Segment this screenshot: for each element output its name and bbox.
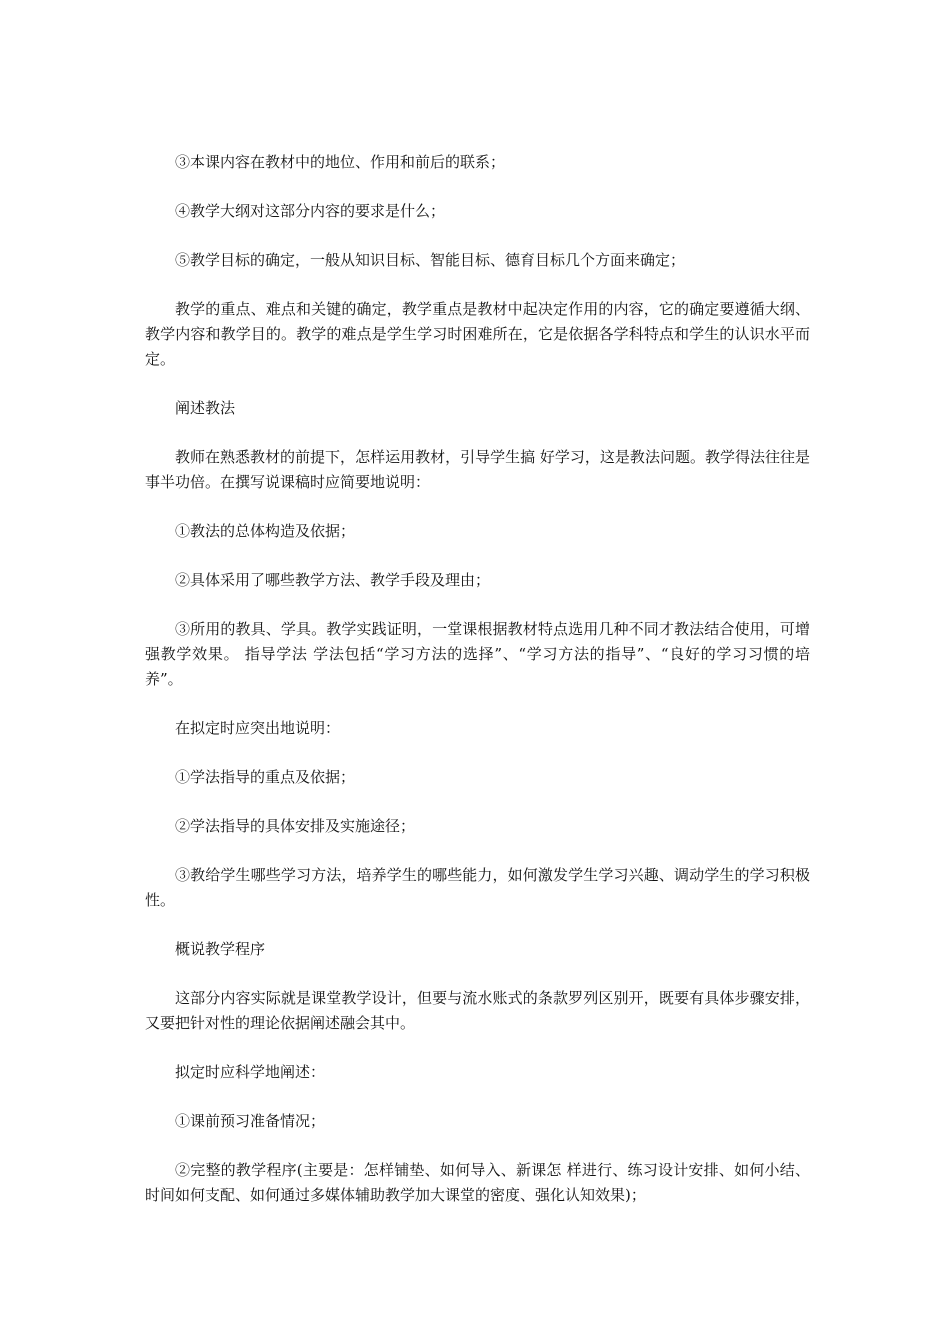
paragraph-procedure-intro: 这部分内容实际就是课堂教学设计，但要与流水账式的条款罗列区别开，既要有具体步骤安排，又要把针对性的理论依据阐述融会其中。 — [145, 989, 810, 1032]
paragraph-procedure-item-1: ①课前预习准备情况； — [175, 1112, 326, 1130]
paragraph-learning-item-2: ②学法指导的具体安排及实施途径； — [175, 817, 416, 835]
paragraph-item-3: ③本课内容在教材中的地位、作用和前后的联系； — [175, 153, 506, 171]
paragraph-learning-method-intro: 在拟定时应突出地说明： — [175, 719, 341, 737]
paragraph-method-item-2: ②具体采用了哪些教学方法、教学手段及理由； — [175, 571, 491, 589]
paragraph-method-item-3: ③所用的教具、学具。教学实践证明，一堂课根据教材特点选用几种不同才教法结合使用，可增强教学效果。 指导学法 学法包括“学习方法的选择”、“学习方法的指导”、“良好的学习习惯的培养”。 — [145, 620, 810, 688]
section-heading-teaching-procedure: 概说教学程序 — [175, 940, 266, 958]
paragraph-key-points: 教学的重点、难点和关键的确定，教学重点是教材中起决定作用的内容，它的确定要遵循大纲、教学内容和教学目的。教学的难点是学生学习时困难所在，它是依据各学科特点和学生的认识水平而定。 — [145, 300, 810, 368]
paragraph-procedure-lead: 拟定时应科学地阐述： — [175, 1063, 326, 1081]
paragraph-procedure-item-2: ②完整的教学程序(主要是：怎样铺垫、如何导入、新课怎 样进行、练习设计安排、如何小结、时间如何支配、如何通过多媒体辅助教学加大课堂的密度、强化认知效果)； — [145, 1161, 810, 1204]
paragraph-method-item-1: ①教法的总体构造及依据； — [175, 522, 356, 540]
section-heading-teaching-method: 阐述教法 — [175, 399, 236, 417]
paragraph-learning-item-1: ①学法指导的重点及依据； — [175, 768, 356, 786]
paragraph-learning-item-3: ③教给学生哪些学习方法，培养学生的哪些能力，如何激发学生学习兴趣、调动学生的学习积极性。 — [145, 866, 810, 909]
paragraph-teaching-method-intro: 教师在熟悉教材的前提下，怎样运用教材，引导学生搞 好学习，这是教法问题。教学得法往往是事半功倍。在撰写说课稿时应简要地说明： — [145, 448, 810, 491]
paragraph-item-5: ⑤教学目标的确定，一般从知识目标、智能目标、德育目标几个方面来确定； — [175, 251, 686, 269]
document-body — [145, 150, 810, 1232]
paragraph-item-4: ④教学大纲对这部分内容的要求是什么； — [175, 202, 446, 220]
